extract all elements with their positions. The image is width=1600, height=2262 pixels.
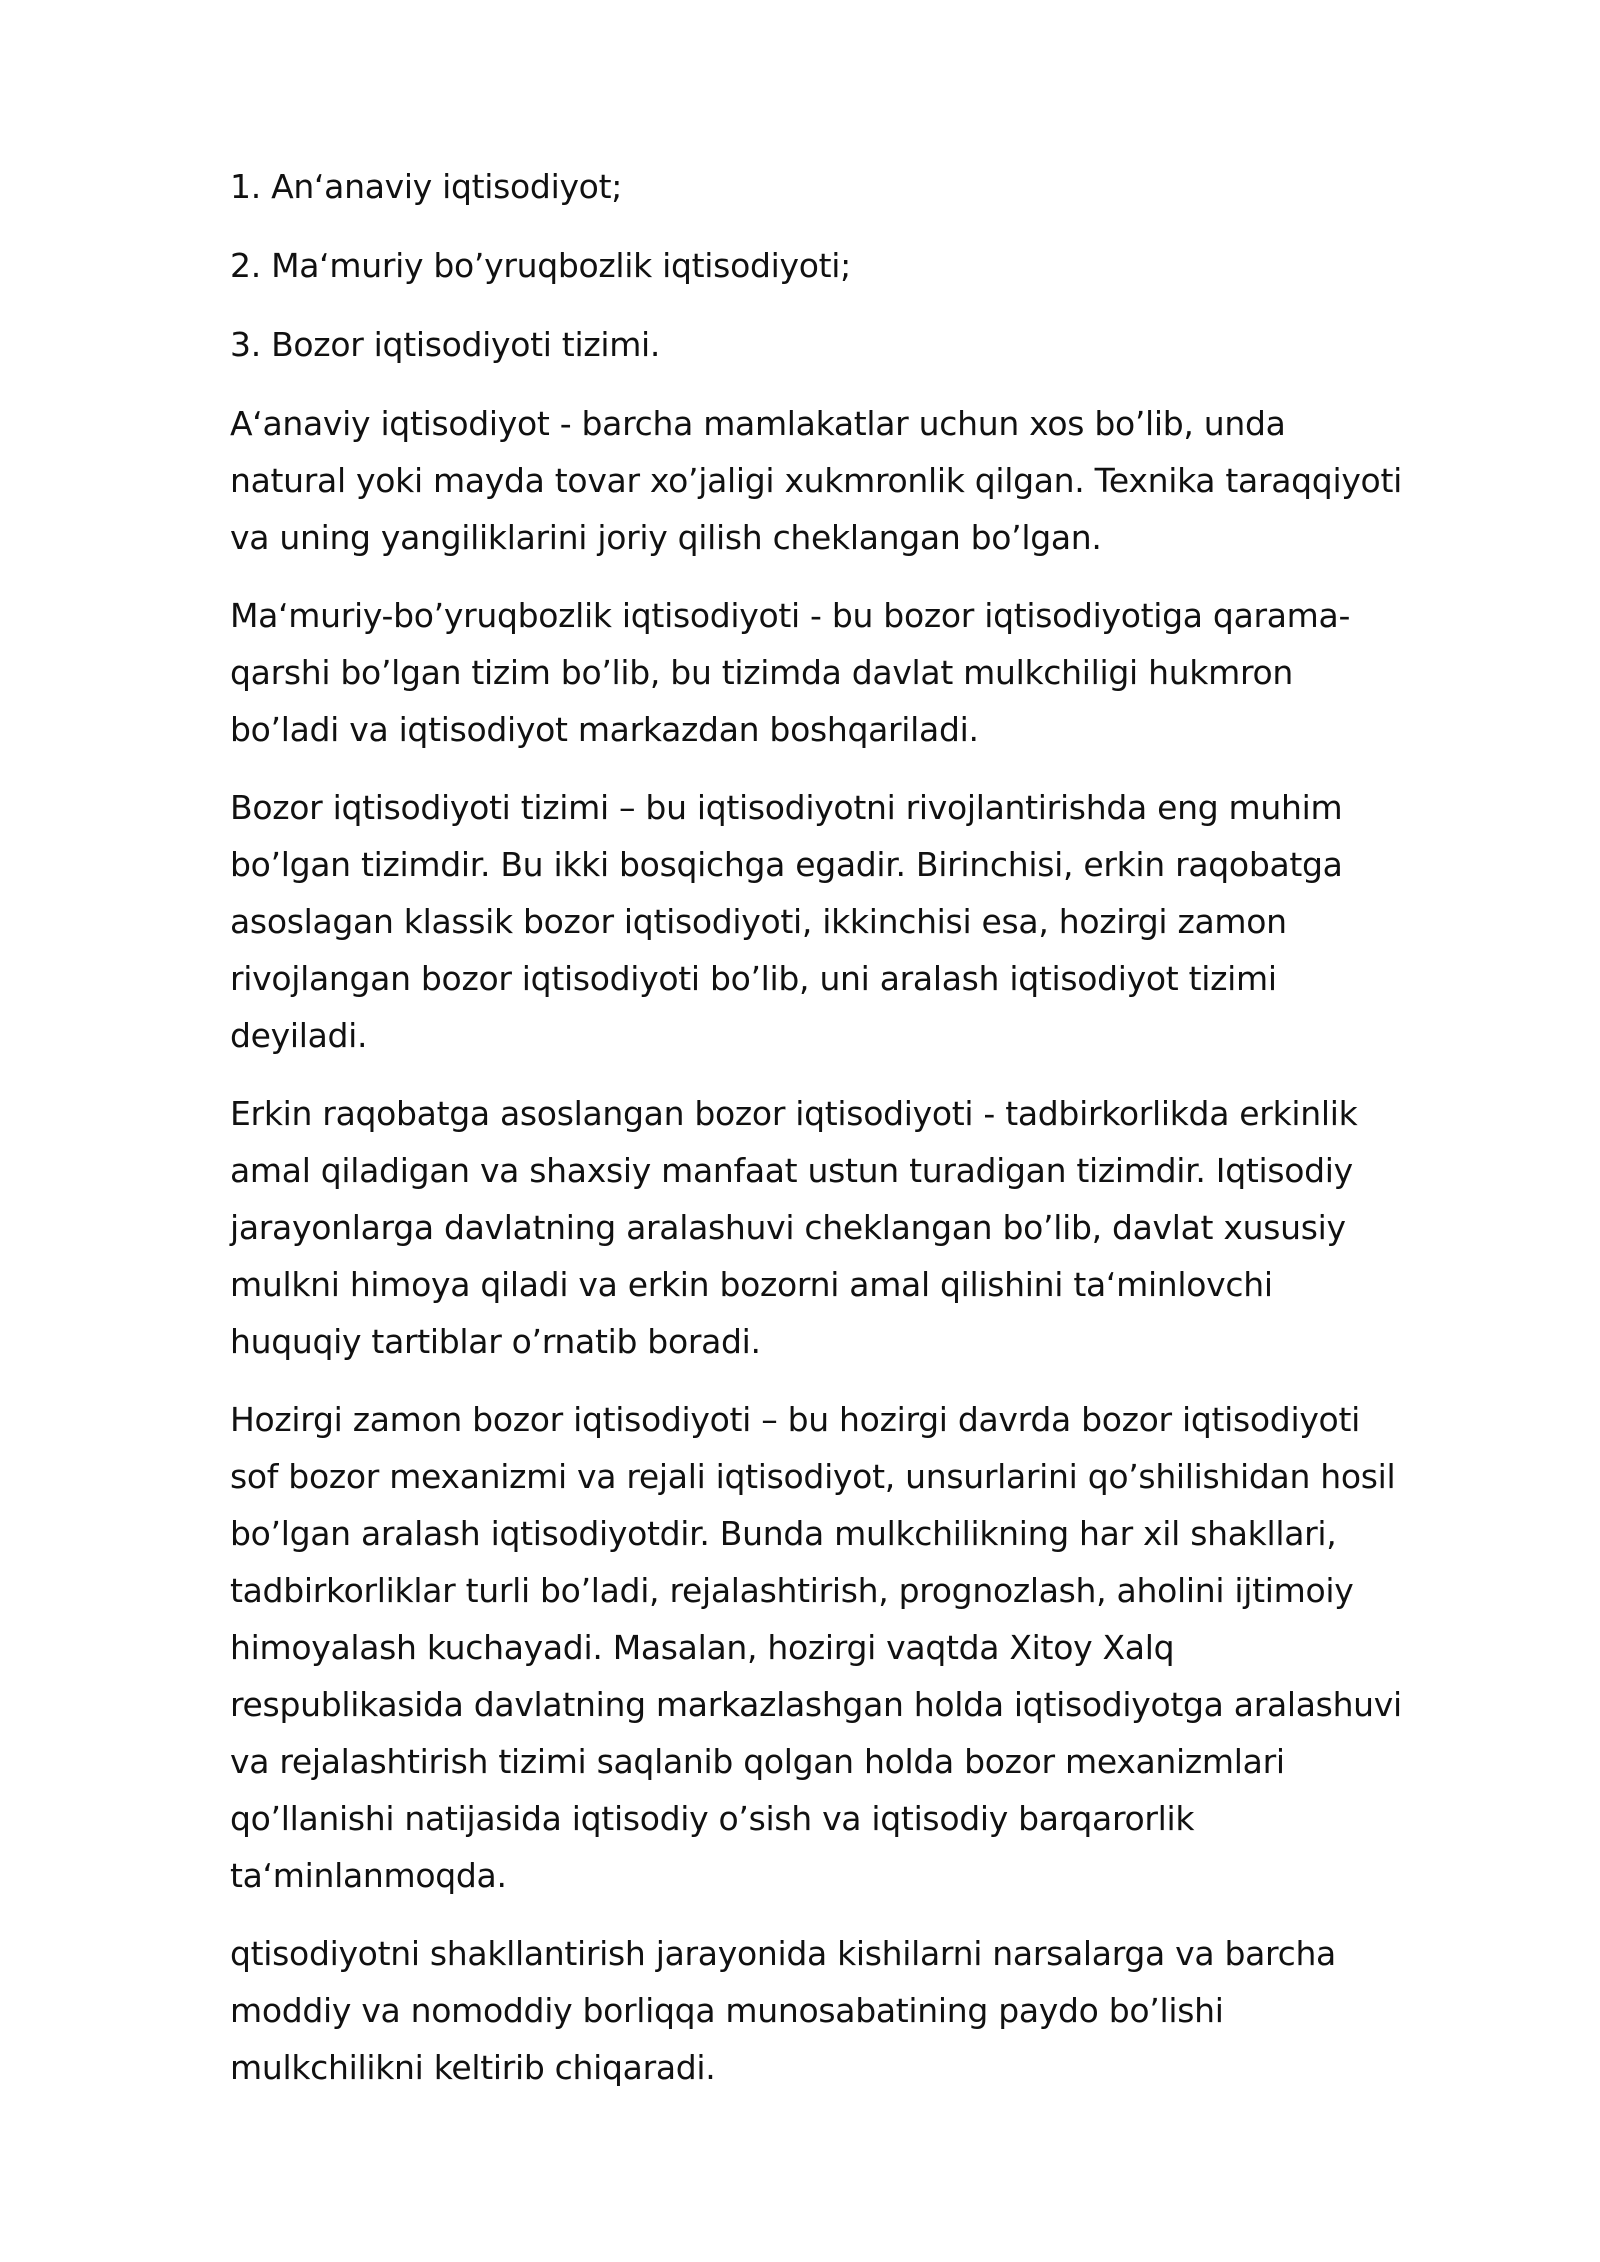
text-line: va rejalashtirish tizimi saqlanib qolgan holda bozor mexanizmlari [230,1742,1285,1781]
text-line: huquqiy tartiblar o’rnatib boradi. [230,1322,761,1361]
text-line: A‘anaviy iqtisodiyot - barcha mamlakatlar uchun xos bo’lib, unda [230,404,1286,443]
text-line: qo’llanishi natijasida iqtisodiy o’sish va iqtisodiy barqarorlik [230,1799,1195,1838]
text-line: bo’lgan tizimdir. Bu ikki bosqichga egadir. Birinchisi, erkin raqobatga [230,845,1343,884]
text-line: ta‘minlanmoqda. [230,1856,507,1895]
text-line: Ma‘muriy-bo’yruqbozlik iqtisodiyoti - bu bozor iqtisodiyotiga qarama- [230,596,1351,635]
text-line: qarshi bo’lgan tizim bo’lib, bu tizimda davlat mulkchiligi hukmron [230,653,1294,692]
paragraph-command-economy [230,587,1510,758]
text-line: sof bozor mexanizmi va rejali iqtisodiyot, unsurlarini qo’shilishidan hosil [230,1457,1396,1496]
text-line: qtisodiyotni shakllantirish jarayonida kishilarni narsalarga va barcha [230,1934,1336,1973]
text-line: jarayonlarga davlatning aralashuvi cheklangan bo’lib, davlat xususiy [230,1208,1346,1247]
list-item: 1. An‘anaviy iqtisodiyot; [230,167,623,206]
paragraph-ownership [230,1925,1510,2096]
text-line: Erkin raqobatga asoslangan bozor iqtisodiyoti - tadbirkorlikda erkinlik [230,1094,1358,1133]
text-line: va uning yangiliklarini joriy qilish cheklangan bo’lgan. [230,518,1102,557]
text-line: natural yoki mayda tovar xo’jaligi xukmronlik qilgan. Texnika taraqqiyoti [230,461,1402,500]
list-item: 3. Bozor iqtisodiyoti tizimi. [230,325,661,364]
text-line: bo’lgan aralash iqtisodiyotdir. Bunda mulkchilikning har xil shakllari, [230,1514,1337,1553]
text-line: amal qiladigan va shaxsiy manfaat ustun turadigan tizimdir. Iqtisodiy [230,1151,1353,1190]
list-item: 2. Ma‘muriy bo’yruqbozlik iqtisodiyoti; [230,246,851,285]
text-line: tadbirkorliklar turli bo’ladi, rejalashtirish, prognozlash, aholini ijtimoiy [230,1571,1354,1610]
text-line: asoslagan klassik bozor iqtisodiyoti, ikkinchisi esa, hozirgi zamon [230,902,1287,941]
text-line: himoyalash kuchayadi. Masalan, hozirgi vaqtda Xitoy Xalq [230,1628,1175,1667]
text-line: mulkchilikni keltirib chiqaradi. [230,2048,716,2087]
text-line: deyiladi. [230,1016,368,1055]
text-line: moddiy va nomoddiy borliqqa munosabatining paydo bo’lishi [230,1991,1224,2030]
text-line: Hozirgi zamon bozor iqtisodiyoti – bu hozirgi davrda bozor iqtisodiyoti [230,1400,1360,1439]
paragraph-traditional-economy [230,395,1510,566]
text-line: rivojlangan bozor iqtisodiyoti bo’lib, uni aralash iqtisodiyot tizimi [230,959,1277,998]
paragraph-free-competition [230,1085,1510,1370]
text-line: respublikasida davlatning markazlashgan holda iqtisodiyotga aralashuvi [230,1685,1402,1724]
text-line: Bozor iqtisodiyoti tizimi – bu iqtisodiyotni rivojlantirishda eng muhim [230,788,1343,827]
paragraph-market-economy [230,779,1510,1064]
text-line: bo’ladi va iqtisodiyot markazdan boshqariladi. [230,710,979,749]
document-body [230,158,1510,2117]
paragraph-modern-market [230,1391,1510,1904]
text-line: mulkni himoya qiladi va erkin bozorni amal qilishini ta‘minlovchi [230,1265,1273,1304]
